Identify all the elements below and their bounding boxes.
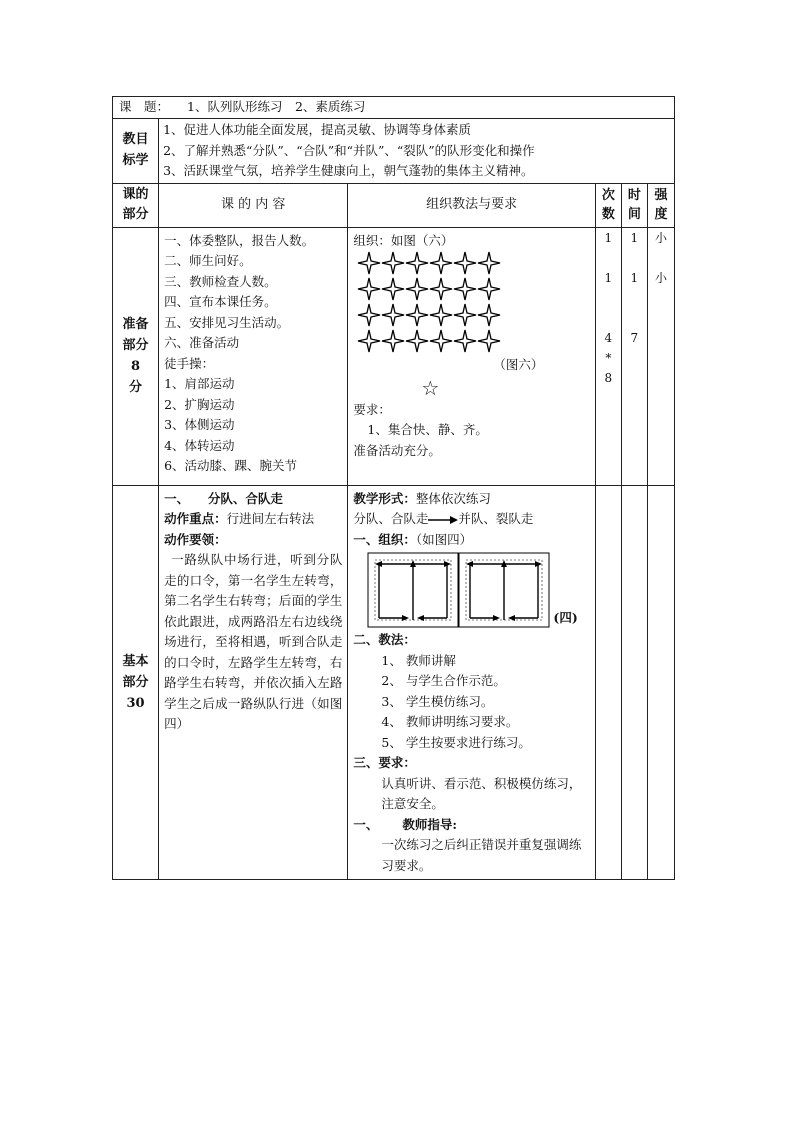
prep-count-3: 4 [604,330,613,345]
prep-intensity-2: 小 [654,270,667,285]
prep-content [159,227,348,485]
prep-content-line: 2、扩胸运动 [164,396,235,412]
basic-essentials-text: 一路纵队中场行进，听到分队走的口令，第一名学生左转弯，第二名学生右转弯；后面的学生依此跟进，成两路沿左右边线绕场进行，至将相遇，听到合队走的口令时，左路学生左转弯，右路学生右转弯，并依次插入左路学生之后成一路纵队行进（如图四） [164,552,343,731]
col-header-content [159,183,348,227]
method-item: 3、 学生模仿练习。 [381,693,494,709]
col-header-count [595,183,621,227]
column-header-row [113,183,675,227]
student-star-icon [405,251,429,275]
march-diagram [367,552,551,630]
prep-org-label: 组织：如图（六） [353,232,454,248]
prep-content-line: 徒手操： [164,355,215,371]
flow-b: 并队、裂队走 [458,511,534,526]
formation-row [357,303,589,329]
prep-content-line: 五、安排见习生活动。 [164,314,290,330]
basic-label-1: 基本 [122,653,149,669]
prep-content-line: 4、体转运动 [164,437,235,453]
student-star-icon [477,277,501,301]
figure-four-caption: (四) [553,610,578,625]
prep-req-2: 准备活动充分。 [353,442,441,458]
figure-four [353,550,589,630]
prep-req-label: 要求： [353,401,391,417]
topic-cell [113,97,675,119]
basic-guide-label: 教师指导: [402,816,458,832]
student-star-icon [453,251,477,275]
basic-guide-text: 一次练习之后纠正错误并重复强调练习要求。 [381,837,582,873]
col-header-part-text: 课的部分 [122,186,149,222]
basic-essentials-label: 动作要领： [164,531,227,547]
formation-row [357,277,589,303]
student-star-icon [429,251,453,275]
prep-count-1: 1 [604,230,613,245]
prep-label-1: 准备 [122,317,149,332]
student-star-icon [429,303,453,327]
basic-label [113,485,159,880]
student-star-icon [357,251,381,275]
student-star-icon [357,329,381,353]
col-header-method [348,183,595,227]
prep-label-2: 部分 [122,338,149,353]
prep-req-1: 1、集合快、静、齐。 [367,422,488,437]
prep-time-1: 1 [630,230,639,245]
goal-item-1: 1、促进人体功能全面发展，提高灵敏、协调等身体素质 [163,122,472,137]
student-star-icon [477,251,501,275]
goal-item-2: 2、了解并熟悉“分队”、“合队”和“并队”、“裂队”的队形变化和操作 [163,142,535,158]
student-star-icon [381,329,405,353]
prep-content-line: 6、活动膝、踝、腕关节 [164,458,298,473]
method-item: 2、 与学生合作示范。 [381,673,506,688]
basic-key-label: 动作重点： [164,511,227,526]
topic-row [113,97,675,119]
topic-content: 1、队列队形练习 2、素质练习 [187,99,366,114]
student-star-icon [477,329,501,353]
basic-req-text: 认真听讲、看示范、积极模仿练习，注意安全。 [381,775,582,811]
basic-form-label: 教学形式： [353,490,416,506]
prep-figure-caption: （图六） [493,357,544,372]
prep-count-5: 8 [604,370,613,385]
prep-content-line: 二、师生问好。 [164,253,252,268]
prep-content-line: 一、体委整队，报告人数。 [164,232,315,248]
prep-row [113,227,675,485]
basic-org-text: （如图四） [415,531,473,547]
basic-method-label: 二、教法： [353,632,416,647]
student-star-icon [381,277,405,301]
col-header-method-text: 组织教法与要求 [426,196,518,212]
student-star-icon [405,329,429,353]
lesson-plan-table [112,96,675,880]
prep-intensity [647,227,674,485]
formation-row [357,251,589,277]
basic-title: 一、 分队、合队走 [164,490,283,506]
student-star-icon [405,277,429,301]
prep-content-line: 1、肩部运动 [164,376,235,391]
student-star-icon [381,251,405,275]
col-header-content-text: 课 的 内 容 [221,196,286,212]
student-star-icon [357,303,381,327]
basic-method [348,485,595,880]
basic-guide-prefix: 一、 [353,816,379,832]
prep-method [348,227,595,485]
student-star-icon [429,277,453,301]
student-star-icon [429,329,453,353]
basic-content [159,485,348,880]
student-star-icon [357,277,381,301]
basic-key-text: 行进间左右转法 [226,511,315,526]
col-header-intensity-text: 强度 [654,188,668,222]
prep-intensity-1: 小 [654,230,667,245]
col-header-intensity [647,183,674,227]
student-star-icon [477,303,501,327]
student-star-icon [381,303,405,327]
goals-cell [159,119,675,184]
basic-label-2: 部分 [122,674,149,690]
prep-count-2: 1 [604,270,613,285]
col-header-count-text: 次数 [601,188,615,222]
goals-label [113,119,159,184]
topic-label: 课 题： [119,99,170,114]
student-star-icon [453,277,477,301]
flow-a: 分队、合队走 [353,511,429,526]
prep-label-4: 分 [129,380,143,395]
goals-row [113,119,675,184]
prep-count [595,227,621,485]
basic-count [595,485,621,880]
goals-label-text: 教目标学 [122,132,149,168]
basic-label-3: 30 [126,695,145,711]
prep-label [113,227,159,485]
student-star-icon [405,303,429,327]
prep-content-line: 六、准备活动 [164,335,240,350]
goal-item-3: 3、活跃课堂气氛，培养学生健康向上，朝气蓬勃的集体主义精神。 [163,163,534,178]
basic-req-label: 三、要求： [353,755,416,770]
prep-content-line: 四、宣布本课任务。 [164,294,277,309]
prep-time [621,227,647,485]
basic-time [621,485,647,880]
student-star-icon [453,329,477,353]
method-item: 1、 教师讲解 [381,652,456,668]
arrow-right-icon [428,515,458,525]
prep-time-3: 7 [630,330,639,345]
prep-time-2: 1 [630,270,639,285]
basic-row [113,485,675,880]
col-header-part [113,183,159,227]
prep-content-line: 三、教师检查人数。 [164,273,277,289]
teacher-star-icon: ☆ [421,375,440,400]
col-header-time-text: 时间 [627,188,641,222]
basic-form-text: 整体依次练习 [415,490,491,506]
col-header-time [621,183,647,227]
formation-stars [353,251,589,355]
student-star-icon [453,303,477,327]
prep-label-3: 8 [131,359,141,374]
basic-org-label: 一、组织： [353,531,416,547]
method-item: 4、 教师讲明练习要求。 [381,714,519,729]
prep-count-4: * [605,350,612,365]
formation-row [357,329,589,355]
method-item: 5、 学生按要求进行练习。 [381,734,531,750]
basic-intensity [647,485,674,880]
prep-content-line: 3、体侧运动 [164,417,235,432]
